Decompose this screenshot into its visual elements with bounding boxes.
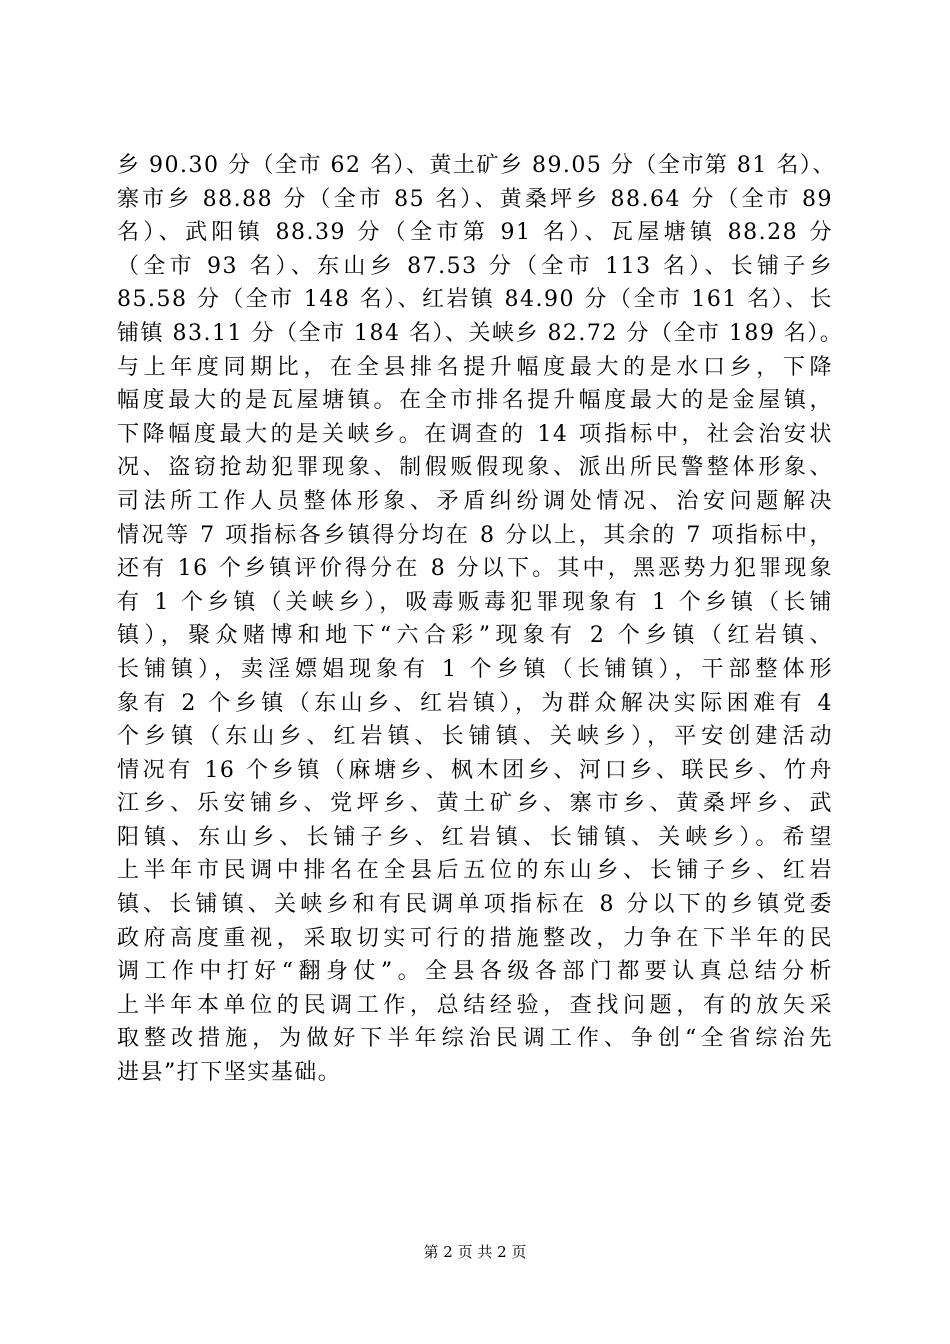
- body-line: 江乡、乐安铺乡、党坪乡、黄土矿乡、寨市乡、黄桑坪乡、武: [117, 791, 833, 817]
- body-line: 85.58 分（全市 148 名）、红岩镇 84.90 分（全市 161 名）、长: [117, 287, 833, 313]
- body-line: 取整改措施，为做好下半年综治民调工作、争创“全省综治先: [117, 1026, 833, 1052]
- body-line: 寨市乡 88.88 分（全市 85 名）、黄桑坪乡 88.64 分（全市 89: [117, 186, 833, 212]
- body-line: 镇），聚众赌博和地下“六合彩”现象有 2 个乡镇（红岩镇、: [117, 623, 833, 649]
- body-line: 还有 16 个乡镇评价得分在 8 分以下。其中，黑恶势力犯罪现象: [117, 556, 833, 582]
- body-line: 情况有 16 个乡镇（麻塘乡、枫木团乡、河口乡、联民乡、竹舟: [117, 757, 833, 783]
- body-line: 有 1 个乡镇（关峡乡），吸毒贩毒犯罪现象有 1 个乡镇（长铺: [117, 589, 833, 615]
- body-line: 幅度最大的是瓦屋塘镇。在全市排名提升幅度最大的是金屋镇，: [117, 388, 833, 414]
- body-line: 调工作中打好“翻身仗”。全县各级各部门都要认真总结分析: [117, 959, 833, 985]
- page-number-footer: 第 2 页 共 2 页: [423, 1243, 527, 1261]
- body-line: 个乡镇（东山乡、红岩镇、长铺镇、关峡乡），平安创建活动: [117, 724, 833, 750]
- body-line: （全市 93 名）、东山乡 87.53 分（全市 113 名）、长铺子乡: [117, 253, 833, 279]
- body-line: 上半年市民调中排名在全县后五位的东山乡、长铺子乡、红岩: [117, 858, 833, 884]
- body-line: 铺镇 83.11 分（全市 184 名）、关峡乡 82.72 分（全市 189 名）。: [117, 320, 844, 346]
- body-line: 乡 90.30 分（全市 62 名）、黄土矿乡 89.05 分（全市第 81 名）、: [117, 153, 836, 178]
- body-line: 下降幅度最大的是关峡乡。在调查的 14 项指标中，社会治安状: [117, 421, 833, 447]
- body-line: 名）、武阳镇 88.39 分（全市第 91 名）、瓦屋塘镇 88.28 分: [117, 220, 833, 246]
- body-line: 司法所工作人员整体形象、矛盾纠纷调处情况、治安问题解决: [117, 488, 833, 514]
- body-line: 象有 2 个乡镇（东山乡、红岩镇），为群众解决实际困难有 4: [117, 690, 833, 716]
- body-line: 进县”打下坚实基础。: [117, 1060, 342, 1086]
- body-line: 情况等 7 项指标各乡镇得分均在 8 分以上，其余的 7 项指标中，: [117, 522, 833, 548]
- body-line: 镇、长铺镇、关峡乡和有民调单项指标在 8 分以下的乡镇党委: [117, 892, 833, 918]
- body-line: 与上年度同期比，在全县排名提升幅度最大的是水口乡，下降: [117, 354, 833, 380]
- body-line: 况、盗窃抢劫犯罪现象、制假贩假现象、派出所民警整体形象、: [117, 455, 833, 481]
- body-line: 阳镇、东山乡、长铺子乡、红岩镇、长铺镇、关峡乡）。希望: [117, 824, 833, 850]
- body-line: 政府高度重视，采取切实可行的措施整改，力争在下半年的民: [117, 925, 833, 951]
- document-body: [117, 149, 844, 1090]
- body-line: 上半年本单位的民调工作，总结经验，查找问题，有的放矢采: [117, 992, 833, 1018]
- body-line: 长铺镇），卖淫嫖娼现象有 1 个乡镇（长铺镇），干部整体形: [117, 656, 833, 682]
